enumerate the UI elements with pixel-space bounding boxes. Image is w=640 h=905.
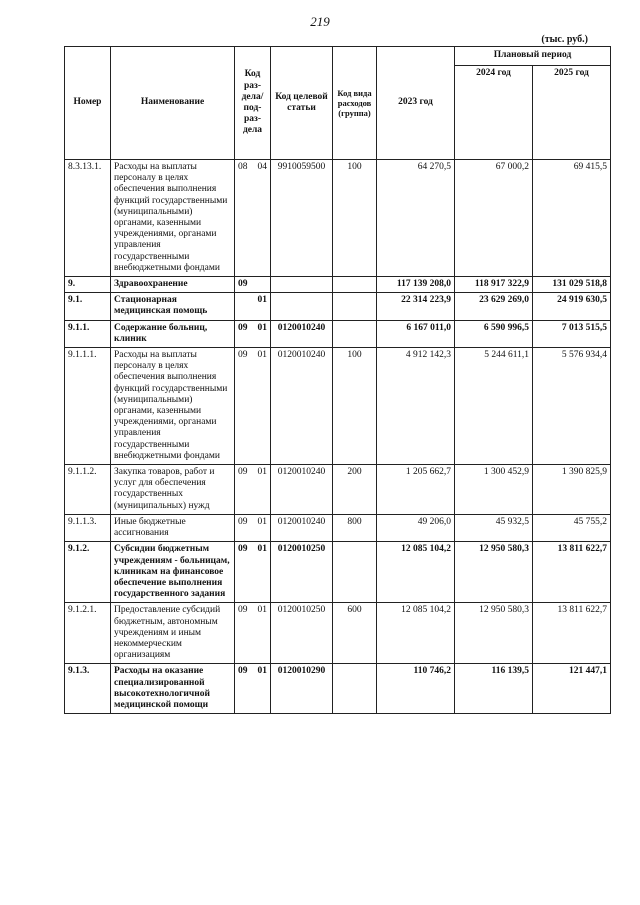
header-2024: 2024 год xyxy=(455,66,533,160)
row-subsection: 01 xyxy=(254,348,271,465)
row-target-code: 9910059500 xyxy=(271,160,333,277)
row-number: 9. xyxy=(65,277,111,293)
table-row xyxy=(65,603,611,664)
row-section: 09 xyxy=(235,514,254,541)
row-subsection: 01 xyxy=(254,293,271,320)
row-subsection: 01 xyxy=(254,514,271,541)
row-name: Расходы на выплаты персоналу в целях обеспечения выполнения функций государственными (муниципальными) органами, казенными учреждениями, органами управления государственными внебюджетными фондами xyxy=(111,160,235,277)
table-row xyxy=(65,277,611,293)
row-amount-2025: 131 029 518,8 xyxy=(533,277,611,293)
row-expense-code: 200 xyxy=(333,465,377,515)
row-amount-2023: 64 270,5 xyxy=(377,160,455,277)
row-amount-2024: 12 950 580,3 xyxy=(455,542,533,603)
row-number: 9.1.1.2. xyxy=(65,465,111,515)
row-name: Расходы на выплаты персоналу в целях обеспечения выполнения функций государственными (муниципальными) органами, казенными учреждениями, органами управления государственными внебюджетными фондами xyxy=(111,348,235,465)
row-subsection: 01 xyxy=(254,603,271,664)
row-name: Иные бюджетные ассигнования xyxy=(111,514,235,541)
row-number: 9.1.1.1. xyxy=(65,348,111,465)
row-number: 9.1.3. xyxy=(65,664,111,714)
row-amount-2023: 12 085 104,2 xyxy=(377,542,455,603)
page-number: 219 xyxy=(310,14,330,29)
row-amount-2023: 22 314 223,9 xyxy=(377,293,455,320)
table-body xyxy=(65,160,611,714)
row-number: 9.1.1. xyxy=(65,320,111,347)
header-name: Наименование xyxy=(111,47,235,160)
row-expense-code xyxy=(333,293,377,320)
row-target-code xyxy=(271,277,333,293)
row-target-code: 0120010250 xyxy=(271,542,333,603)
row-subsection: 01 xyxy=(254,542,271,603)
header-planned-period: Плановый период xyxy=(455,47,611,66)
header-2023: 2023 год xyxy=(377,47,455,160)
row-name: Здравоохранение xyxy=(111,277,235,293)
row-number: 9.1.1.3. xyxy=(65,514,111,541)
row-number: 8.3.13.1. xyxy=(65,160,111,277)
row-amount-2025: 5 576 934,4 xyxy=(533,348,611,465)
row-section: 09 xyxy=(235,465,254,515)
row-amount-2024: 23 629 269,0 xyxy=(455,293,533,320)
row-amount-2024: 12 950 580,3 xyxy=(455,603,533,664)
row-number: 9.1. xyxy=(65,293,111,320)
row-amount-2024: 67 000,2 xyxy=(455,160,533,277)
row-subsection: 01 xyxy=(254,320,271,347)
header-expense-code: Код вида расходов (группа) xyxy=(333,47,377,160)
row-name: Закупка товаров, работ и услуг для обеспечения государственных (муниципальных) нужд xyxy=(111,465,235,515)
row-amount-2025: 121 447,1 xyxy=(533,664,611,714)
row-amount-2025: 24 919 630,5 xyxy=(533,293,611,320)
row-amount-2024: 116 139,5 xyxy=(455,664,533,714)
row-section: 09 xyxy=(235,664,254,714)
row-target-code: 0120010290 xyxy=(271,664,333,714)
table-row xyxy=(65,542,611,603)
row-amount-2025: 69 415,5 xyxy=(533,160,611,277)
row-amount-2025: 7 013 515,5 xyxy=(533,320,611,347)
row-name: Стационарная медицинская помощь xyxy=(111,293,235,320)
header-number: Номер xyxy=(65,47,111,160)
row-amount-2025: 13 811 622,7 xyxy=(533,542,611,603)
row-amount-2024: 6 590 996,5 xyxy=(455,320,533,347)
row-section: 09 xyxy=(235,603,254,664)
row-target-code: 0120010250 xyxy=(271,603,333,664)
row-section: 09 xyxy=(235,542,254,603)
row-amount-2023: 12 085 104,2 xyxy=(377,603,455,664)
header-2025: 2025 год xyxy=(533,66,611,160)
table-row xyxy=(65,160,611,277)
row-number: 9.1.2. xyxy=(65,542,111,603)
table-row xyxy=(65,293,611,320)
row-target-code: 0120010240 xyxy=(271,320,333,347)
row-amount-2025: 45 755,2 xyxy=(533,514,611,541)
row-name: Содержание больниц, клиник xyxy=(111,320,235,347)
row-amount-2023: 1 205 662,7 xyxy=(377,465,455,515)
row-expense-code: 600 xyxy=(333,603,377,664)
row-expense-code: 100 xyxy=(333,348,377,465)
budget-table xyxy=(64,46,611,714)
row-section: 09 xyxy=(235,320,254,347)
row-section xyxy=(235,293,254,320)
row-expense-code xyxy=(333,664,377,714)
row-amount-2023: 110 746,2 xyxy=(377,664,455,714)
table-row xyxy=(65,465,611,515)
row-expense-code: 100 xyxy=(333,160,377,277)
header-target-code: Код целевой статьи xyxy=(271,47,333,160)
row-amount-2023: 49 206,0 xyxy=(377,514,455,541)
row-expense-code xyxy=(333,277,377,293)
row-name: Субсидии бюджетным учреждениям - больницам, клиникам на финансовое обеспечение выполнения государственного задания xyxy=(111,542,235,603)
row-target-code: 0120010240 xyxy=(271,514,333,541)
row-target-code xyxy=(271,293,333,320)
row-subsection: 01 xyxy=(254,664,271,714)
row-amount-2024: 1 300 452,9 xyxy=(455,465,533,515)
row-amount-2024: 45 932,5 xyxy=(455,514,533,541)
row-section: 09 xyxy=(235,277,254,293)
row-subsection: 04 xyxy=(254,160,271,277)
row-section: 09 xyxy=(235,348,254,465)
row-amount-2023: 4 912 142,3 xyxy=(377,348,455,465)
table-row xyxy=(65,348,611,465)
table-row xyxy=(65,514,611,541)
row-amount-2023: 117 139 208,0 xyxy=(377,277,455,293)
row-expense-code xyxy=(333,542,377,603)
units-label: (тыс. руб.) xyxy=(541,34,588,45)
header-section-code: Код раз-дела/ под-раз-дела xyxy=(235,47,271,160)
row-name: Расходы на оказание специализированной высокотехнологичной медицинской помощи xyxy=(111,664,235,714)
row-section: 08 xyxy=(235,160,254,277)
row-name: Предоставление субсидий бюджетным, автономным учреждениям и иным некоммерческим организациям xyxy=(111,603,235,664)
row-amount-2025: 1 390 825,9 xyxy=(533,465,611,515)
row-amount-2024: 5 244 611,1 xyxy=(455,348,533,465)
row-amount-2025: 13 811 622,7 xyxy=(533,603,611,664)
table-row xyxy=(65,664,611,714)
row-target-code: 0120010240 xyxy=(271,465,333,515)
row-amount-2024: 118 917 322,9 xyxy=(455,277,533,293)
row-target-code: 0120010240 xyxy=(271,348,333,465)
row-amount-2023: 6 167 011,0 xyxy=(377,320,455,347)
table-row xyxy=(65,320,611,347)
row-subsection: 01 xyxy=(254,465,271,515)
row-subsection xyxy=(254,277,271,293)
row-expense-code xyxy=(333,320,377,347)
row-expense-code: 800 xyxy=(333,514,377,541)
row-number: 9.1.2.1. xyxy=(65,603,111,664)
